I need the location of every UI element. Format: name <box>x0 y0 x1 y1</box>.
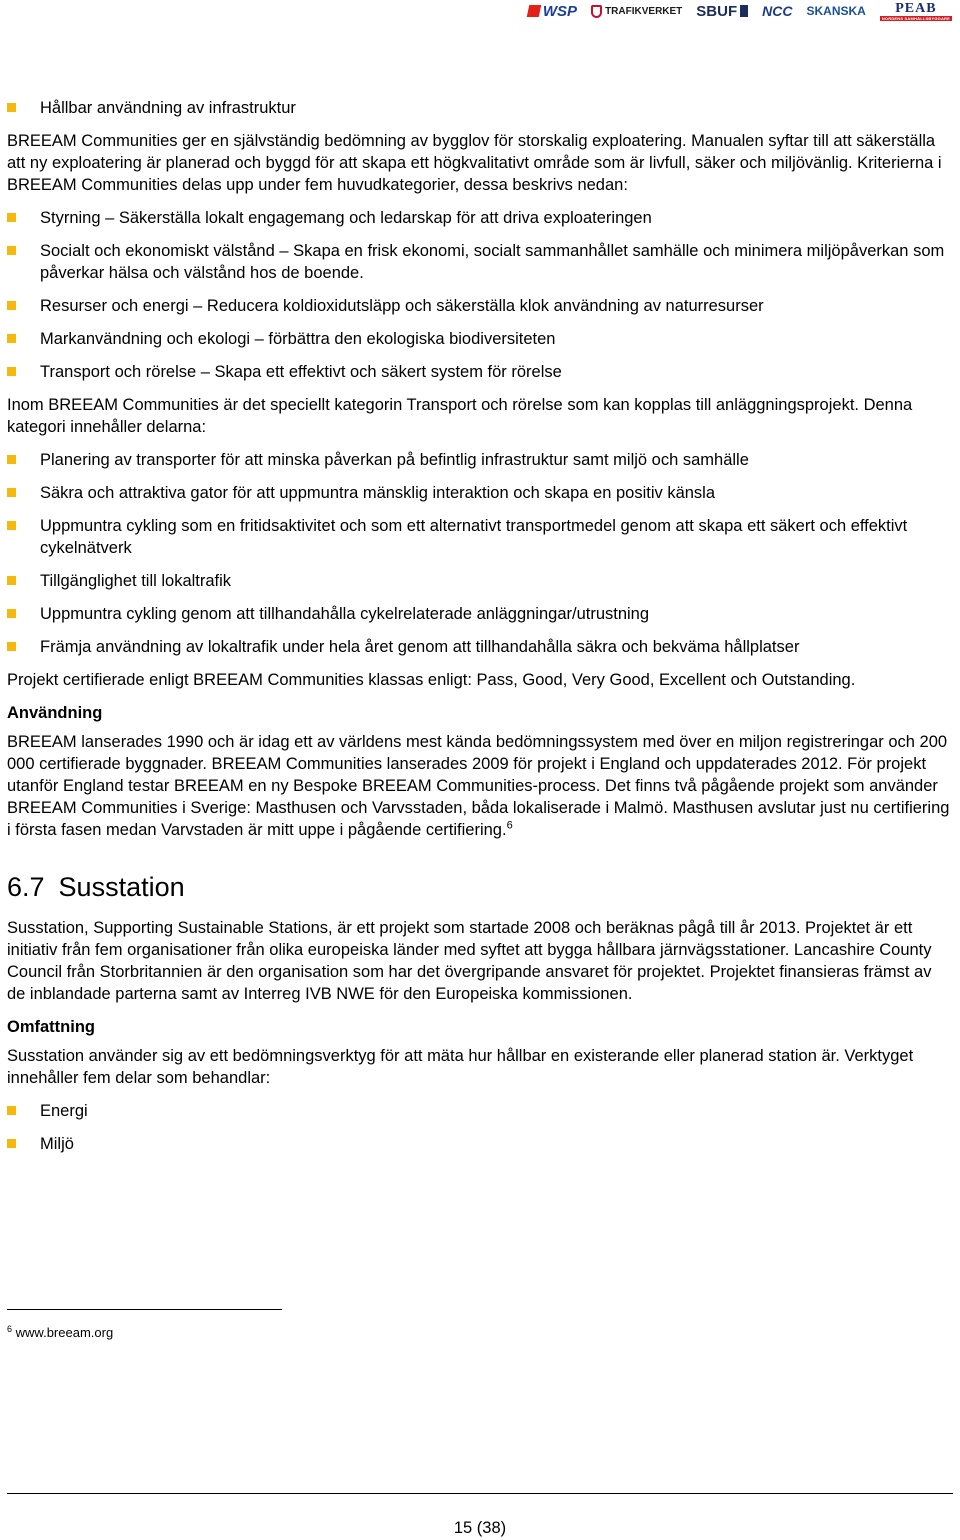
bullet-item: Markanvändning och ekologi – förbättra den ekologiska biodiversiteten <box>7 328 951 350</box>
trafikverket-logo: TRAFIKVERKET <box>591 5 682 18</box>
peab-logo: PEAB NORDENS SAMHÄLLSBYGGARE <box>881 0 950 21</box>
bullet-item: Säkra och attraktiva gator för att uppmuntra mänsklig interaktion och skapa en positiv känsla <box>7 482 951 504</box>
paragraph-transport: Inom BREEAM Communities är det speciellt kategorin Transport och rörelse som kan kopplas till anläggningsprojekt. Denna kategori innehåller delarna: <box>7 396 913 436</box>
section-title: Susstation <box>58 872 185 902</box>
bullet-item: Uppmuntra cykling genom att tillhandahålla cykelrelaterade anläggningar/utrustning <box>7 603 951 625</box>
section-number: 6.7 <box>7 872 45 902</box>
paragraph-susstation: Susstation, Supporting Sustainable Stations, är ett projekt som startade 2008 och beräknas pågå till år 2013. Projektet är ett initiativ från fem organisationer från olika europeiska länder med syftet att bygga hållbara järnvägsstationer. Lancashire County Council från Storbritannien är den organisation som har det övergripande ansvaret för projektet. Projektet finansieras främst av de inblandade parterna samt av Interreg IVB NWE för den Europeiska kommissionen. <box>7 919 932 1003</box>
subheading-omfattning: Omfattning <box>7 1018 95 1036</box>
paragraph-certified: Projekt certifierade enligt BREEAM Communities klassas enligt: Pass, Good, Very Good, Excellent och Outstanding. <box>7 671 856 689</box>
subheading-anvandning: Användning <box>7 704 103 722</box>
bullet-item: Uppmuntra cykling som en fritidsaktivitet och som ett alternativt transportmedel genom att skapa ett säkert och effektivt cykelnätverk <box>7 515 951 559</box>
paragraph-anvandning: BREEAM lanserades 1990 och är idag ett av världens mest kända bedömningssystem med över en miljon registreringar och 200 000 certifierade byggnader. BREEAM Communities lanserades 2009 för projekt i England och uppdaterades 2012. För projekt utanför England testar BREEAM en ny Bespoke BREEAM Communities-process. Det finns två pågående projekt som använder BREEAM Communities i Sverige: Masthusen och Varvsstaden, båda lokaliserade i Malmö. Masthusen avslutar just nu certifiering i första fasen medan Varvstaden är mitt uppe i pågående certifiering.$^6$ <box>7 733 950 839</box>
skanska-logo: SKANSKA <box>806 4 866 18</box>
page-number: 15 (38) <box>453 1519 507 1537</box>
bullet-item: Transport och rörelse – Skapa ett effektivt och säkert system för rörelse <box>7 361 951 383</box>
document-body <box>7 97 951 1166</box>
partner-logos <box>528 0 952 22</box>
footnote-reference: 6 <box>506 819 513 832</box>
trafikverket-crest-icon <box>591 5 602 18</box>
bullet-item: Resurser och energi – Reducera koldioxidutsläpp och säkerställa klok användning av naturresurser <box>7 295 951 317</box>
paragraph-breeam-intro: BREEAM Communities ger en självständig bedömning av bygglov för storskalig exploatering. Manualen syftar till att säkerställa att ny exploatering är planerad och byggd för att skapa ett högkvalitativt område som är livfull, säker och miljövänlig. Kriterierna i BREEAM Communities delas upp under fem huvudkategorier, dessa beskrivs nedan: <box>7 132 942 194</box>
bullet-item: Miljö <box>7 1133 951 1155</box>
footnote-link[interactable]: www.breeam.org <box>15 1325 114 1340</box>
sbuf-logo: SBUF <box>696 3 748 20</box>
paragraph-omfattning: Susstation använder sig av ett bedömningsverktyg för att mäta hur hållbar en existerande eller planerad station är. Verktyget innehåller fem delar som behandlar: <box>7 1047 914 1087</box>
footer-separator <box>7 1493 953 1494</box>
bullet-item: Energi <box>7 1100 951 1122</box>
wsp-mark-icon <box>527 5 542 17</box>
sbuf-mark-icon <box>740 5 748 17</box>
bullet-item: Socialt och ekonomiskt välstånd – Skapa en frisk ekonomi, socialt sammanhållet samhälle och minimera miljöpåverkan som påverkar hälsa och välstånd hos de boende. <box>7 240 951 284</box>
bullet-item: Planering av transporter för att minska påverkan på befintlig infrastruktur samt miljö och samhälle <box>7 449 951 471</box>
section-heading <box>7 871 951 903</box>
ncc-logo: NCC <box>762 3 793 19</box>
bullet-item: Främja användning av lokaltrafik under hela året genom att tillhandahålla säkra och bekväma hållplatser <box>7 636 951 658</box>
footnote <box>7 1325 113 1341</box>
wsp-logo: WSP <box>528 3 577 20</box>
bullet-item: Tillgänglighet till lokaltrafik <box>7 570 951 592</box>
bullet-item: Styrning – Säkerställa lokalt engagemang och ledarskap för att driva exploateringen <box>7 207 951 229</box>
bullet-item: Hållbar användning av infrastruktur <box>7 97 951 119</box>
footnote-number: 6 <box>7 1324 13 1334</box>
footnote-separator <box>7 1309 282 1310</box>
